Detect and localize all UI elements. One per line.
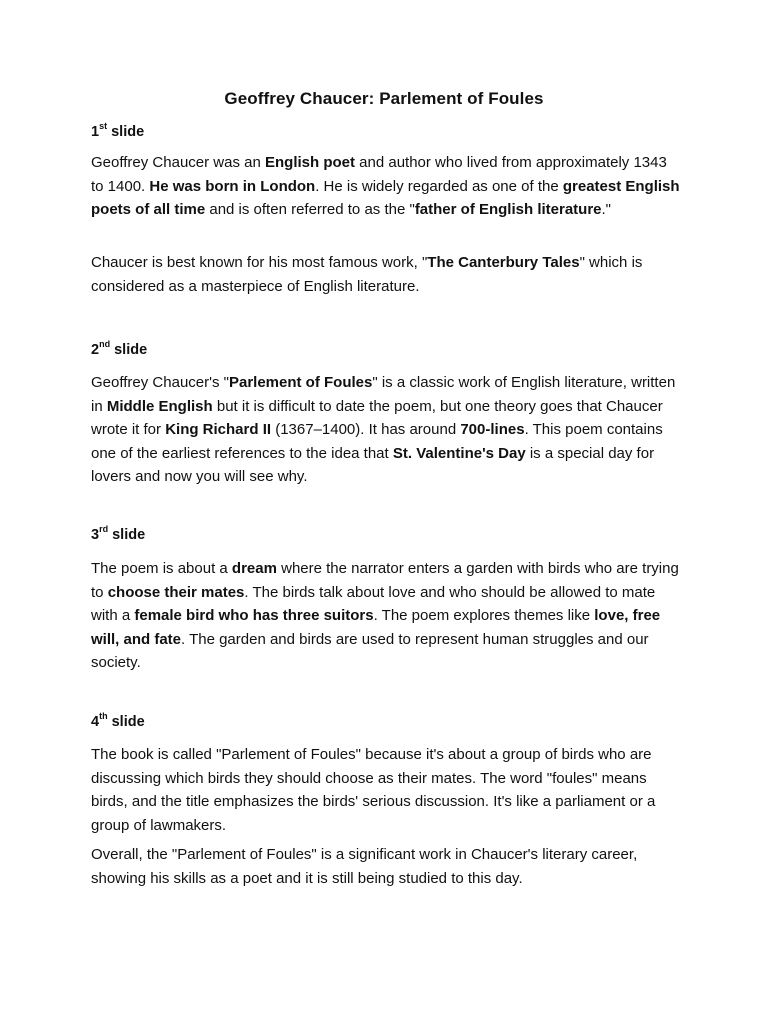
bold-text-run: choose their mates bbox=[107, 583, 245, 601]
section-heading-2 bbox=[91, 339, 148, 358]
heading-number: 1 bbox=[91, 124, 100, 140]
heading-label: slide bbox=[110, 342, 148, 358]
bold-text-run: English poet bbox=[264, 154, 355, 171]
heading-number: 2 bbox=[91, 342, 100, 358]
bold-text-run: He was born in London bbox=[149, 177, 316, 195]
bold-text-run: Middle English bbox=[106, 397, 213, 415]
heading-label: slide bbox=[108, 527, 146, 543]
paragraph bbox=[91, 251, 681, 298]
bold-text-run: 700-lines bbox=[460, 421, 525, 438]
text-run: (1367–1400). It has around bbox=[271, 421, 461, 438]
heading-number: 4 bbox=[91, 714, 100, 730]
bold-text-run: female bird who has three suitors bbox=[134, 607, 374, 624]
text-run: . The garden and birds are used to represent human struggles and our society. bbox=[91, 630, 649, 671]
section-heading-4 bbox=[91, 711, 145, 730]
paragraph bbox=[91, 371, 681, 489]
text-run: Geoffrey Chaucer's " bbox=[91, 374, 229, 391]
text-run: " which is considered as a masterpiece of English literature. bbox=[91, 254, 643, 295]
text-run: . He is widely regarded as one of the bbox=[315, 177, 563, 195]
bold-text-run: St. Valentine's Day bbox=[392, 444, 526, 462]
bold-text-run: Parlement of Foules bbox=[228, 374, 373, 391]
paragraph bbox=[91, 743, 681, 837]
document-title: Geoffrey Chaucer: Parlement of Foules bbox=[224, 89, 544, 108]
bold-text-run: The Canterbury Tales bbox=[427, 254, 580, 271]
paragraph bbox=[91, 151, 681, 222]
text-run: . The birds talk about love and who should be allowed to mate with a bbox=[91, 583, 656, 624]
text-run: . This poem contains one of the earliest references to the idea that bbox=[91, 421, 663, 462]
text-run: The poem is about a bbox=[91, 560, 232, 577]
text-run: is a special day for lovers and now you will see why. bbox=[91, 444, 655, 485]
bold-text-run: dream bbox=[231, 560, 277, 577]
text-run: ." bbox=[601, 201, 612, 218]
section-heading-1 bbox=[91, 121, 145, 140]
paragraph bbox=[91, 843, 681, 890]
text-run: Chaucer is best known for his most famous work, " bbox=[91, 254, 428, 271]
heading-number: 3 bbox=[91, 527, 100, 543]
text-run: The book is called "Parlement of Foules" because it's about a group of birds who are discussing which birds they should choose as their mates. The word "foules" means birds, and the title emphasizes the birds' serious discussion. It's like a parliament or a group of lawmakers. bbox=[91, 746, 656, 834]
text-run: . The poem explores themes like bbox=[373, 607, 595, 624]
bold-text-run: greatest English poets of all time bbox=[91, 177, 680, 218]
bold-text-run: father of English literature bbox=[414, 201, 602, 218]
section-heading-3 bbox=[91, 524, 146, 543]
text-run: but it is difficult to date the poem, but one theory goes that Chaucer wrote it for bbox=[91, 397, 663, 438]
text-run: Overall, the "Parlement of Foules" is a significant work in Chaucer's literary career, showing his skills as a poet and it is still being studied to this day. bbox=[91, 846, 638, 887]
heading-label: slide bbox=[107, 124, 145, 140]
heading-superscript: th bbox=[99, 711, 108, 722]
bold-text-run: King Richard II bbox=[165, 421, 272, 438]
heading-superscript: nd bbox=[99, 339, 111, 350]
text-run: and is often referred to as the " bbox=[205, 201, 415, 218]
heading-label: slide bbox=[107, 714, 145, 730]
bold-text-run: love, free will, and fate bbox=[91, 607, 661, 648]
text-run: Geoffrey Chaucer was an bbox=[91, 154, 265, 171]
text-run: " is a classic work of English literature, written in bbox=[91, 374, 676, 415]
text-run: and author who lived from approximately 1343 to 1400. bbox=[91, 154, 667, 195]
paragraph bbox=[91, 557, 681, 675]
heading-superscript: st bbox=[99, 121, 108, 132]
heading-superscript: rd bbox=[99, 524, 109, 535]
text-run: where the narrator enters a garden with birds who are trying to bbox=[91, 560, 679, 601]
